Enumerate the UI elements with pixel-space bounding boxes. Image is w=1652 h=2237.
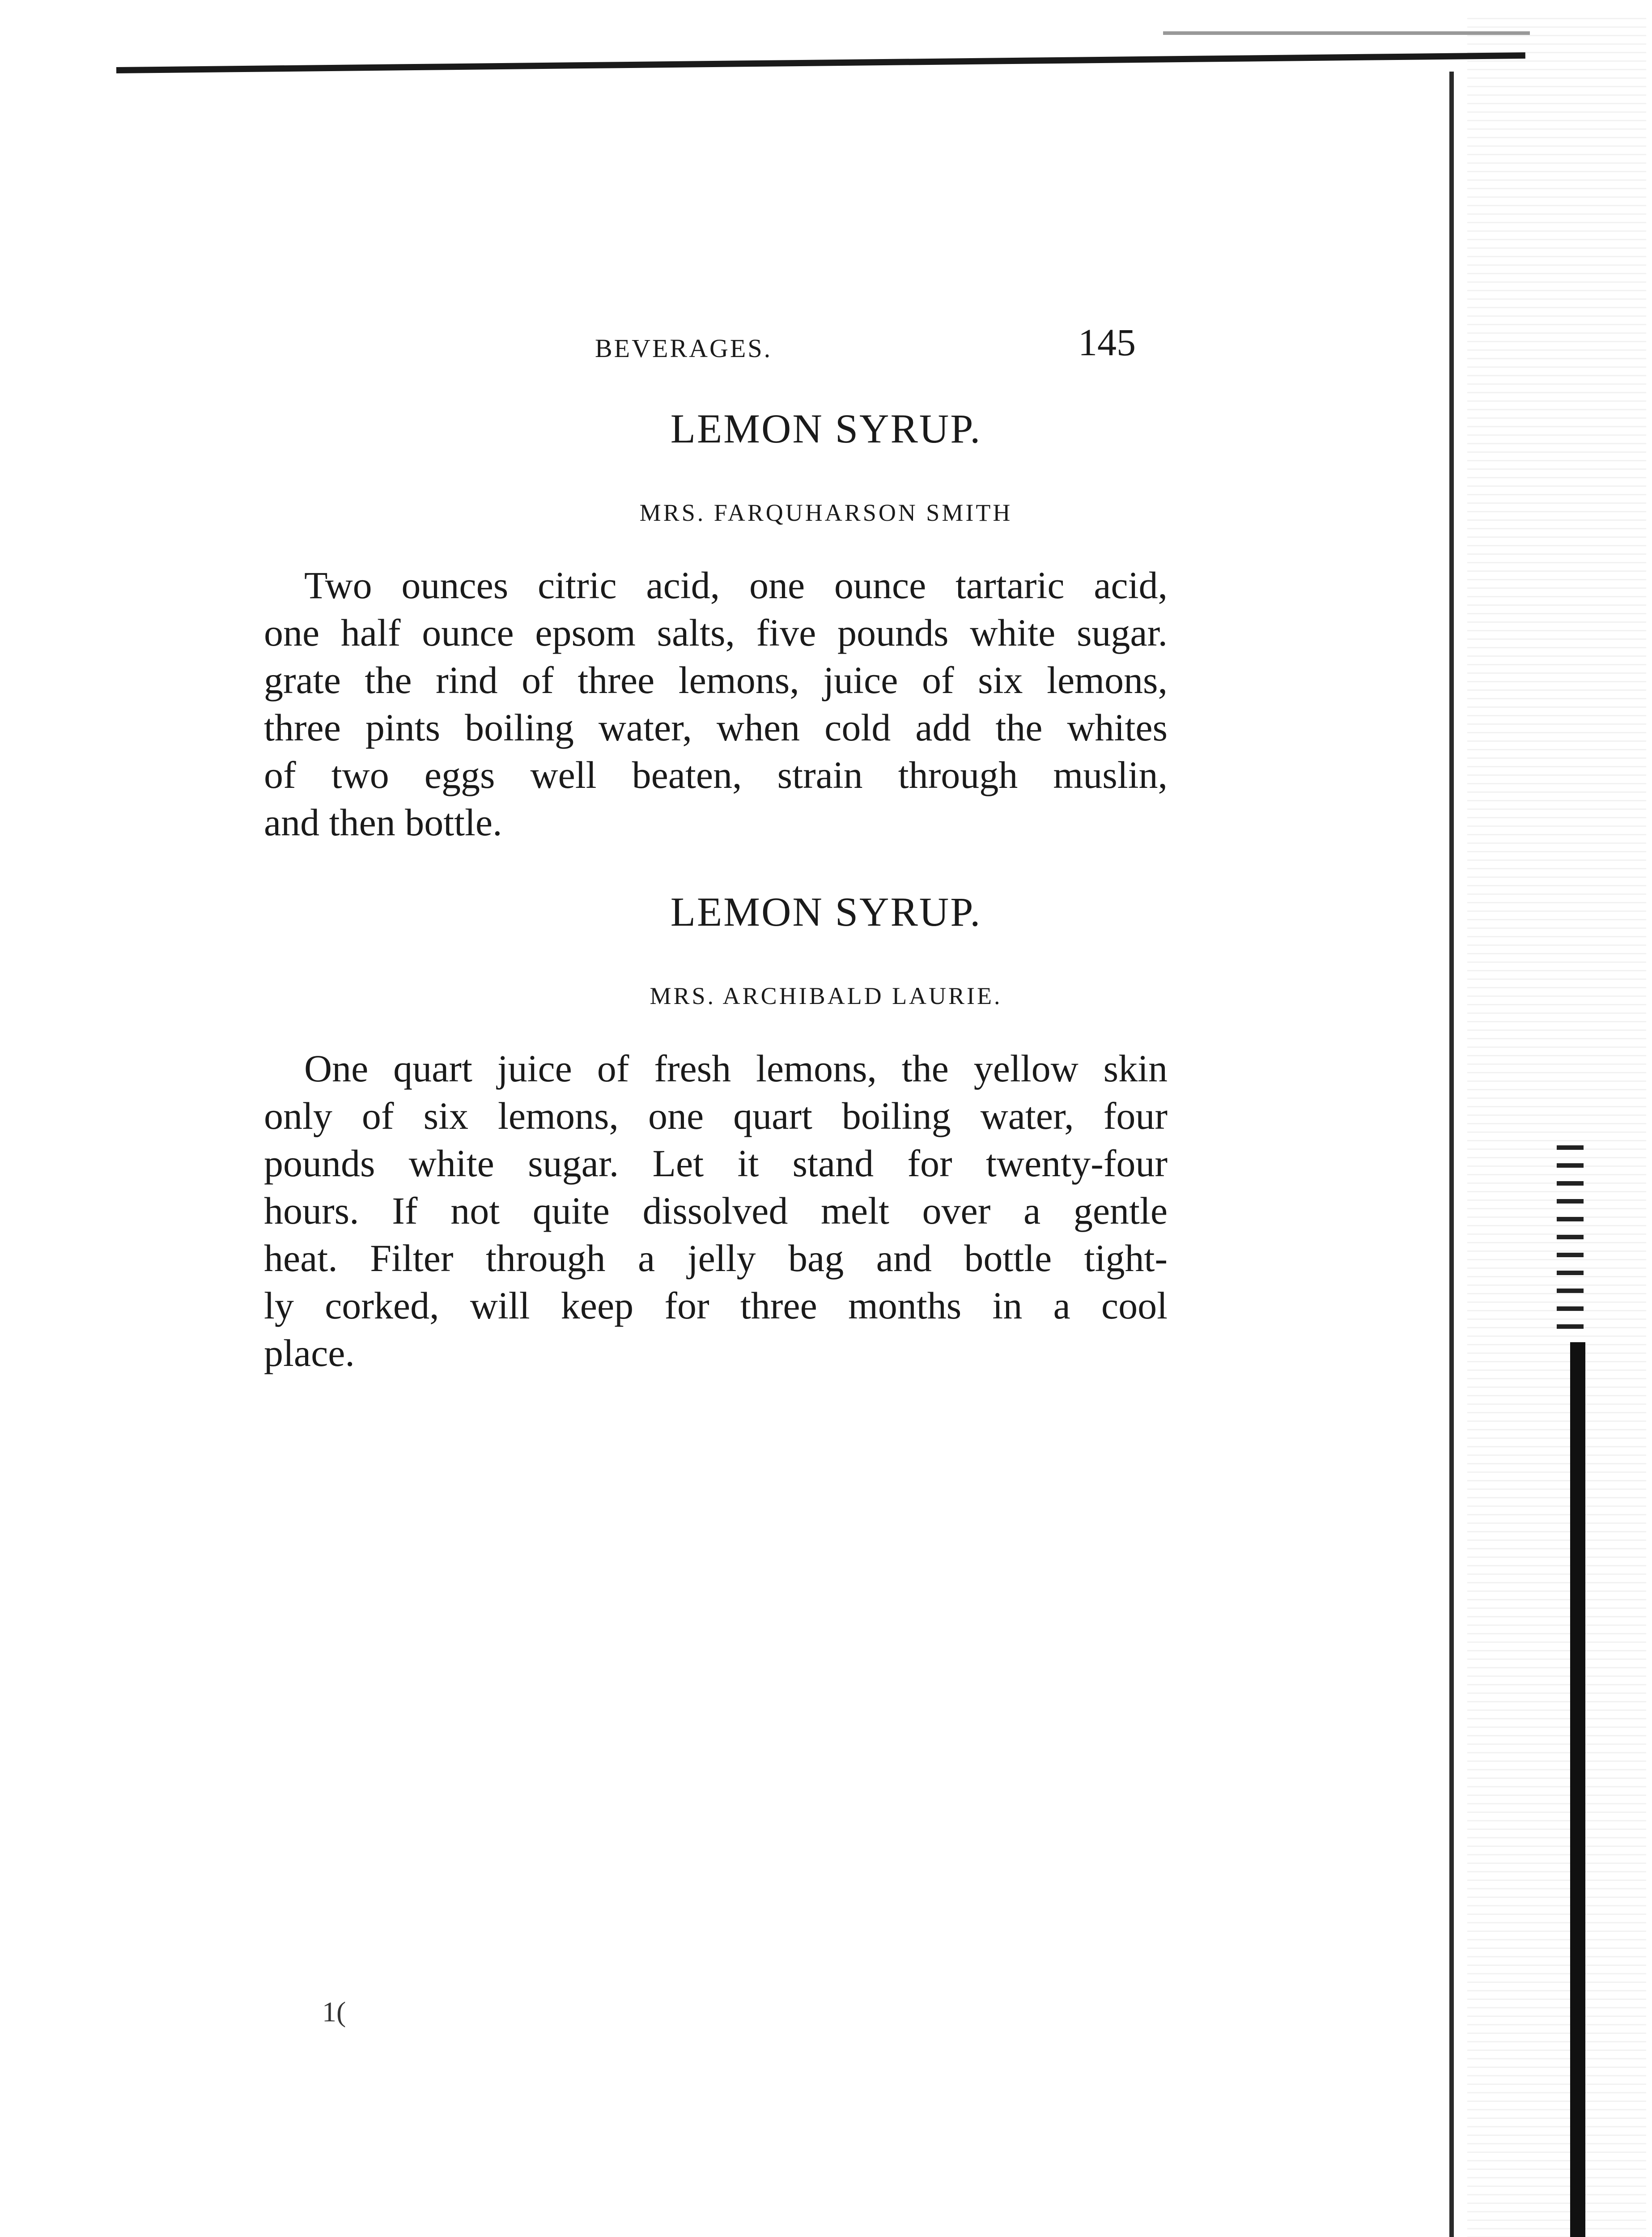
page-edge-right: [1449, 72, 1454, 2237]
recipe-body: [264, 561, 1168, 846]
recipe-line: ly corked, will keep for three months in a cool: [264, 1284, 1168, 1327]
running-head: BEVERAGES.: [595, 334, 773, 363]
spine-ticks: [1557, 1145, 1584, 1342]
recipe-line: heat. Filter through a jelly bag and bottle tight-: [264, 1237, 1168, 1280]
stray-mark: 1(: [322, 1996, 346, 2028]
page-edge-top-faint: [1163, 31, 1530, 35]
recipe-line: Two ounces citric acid, one ounce tartaric acid,: [304, 564, 1168, 607]
recipe-line: hours. If not quite dissolved melt over a gentle: [264, 1189, 1168, 1232]
recipe-title: LEMON SYRUP.: [670, 889, 982, 935]
recipe-line: only of six lemons, one quart boiling water, four: [264, 1094, 1168, 1137]
scan-noise: [1467, 18, 1646, 2237]
recipe-author: MRS. FARQUHARSON SMITH: [639, 499, 1013, 526]
recipe-body: [264, 1045, 1168, 1377]
recipe-line: grate the rind of three lemons, juice of six lemons,: [264, 659, 1168, 702]
spine-band: [1570, 1342, 1585, 2237]
recipe-line: and then bottle.: [264, 801, 502, 844]
recipe-line: one half ounce epsom salts, five pounds white sugar.: [264, 611, 1168, 654]
page-edge-top: [116, 52, 1525, 73]
recipe-line: three pints boiling water, when cold add the whites: [264, 706, 1168, 749]
recipe-title: LEMON SYRUP.: [670, 406, 982, 451]
recipe-line: of two eggs well beaten, strain through muslin,: [264, 753, 1168, 796]
page-number: 145: [1078, 321, 1136, 364]
recipe-author: MRS. ARCHIBALD LAURIE.: [650, 982, 1002, 1009]
recipe-line: place.: [264, 1331, 355, 1374]
recipe-line: One quart juice of fresh lemons, the yellow skin: [304, 1047, 1168, 1090]
recipe-line: pounds white sugar. Let it stand for twenty-four: [264, 1142, 1168, 1185]
